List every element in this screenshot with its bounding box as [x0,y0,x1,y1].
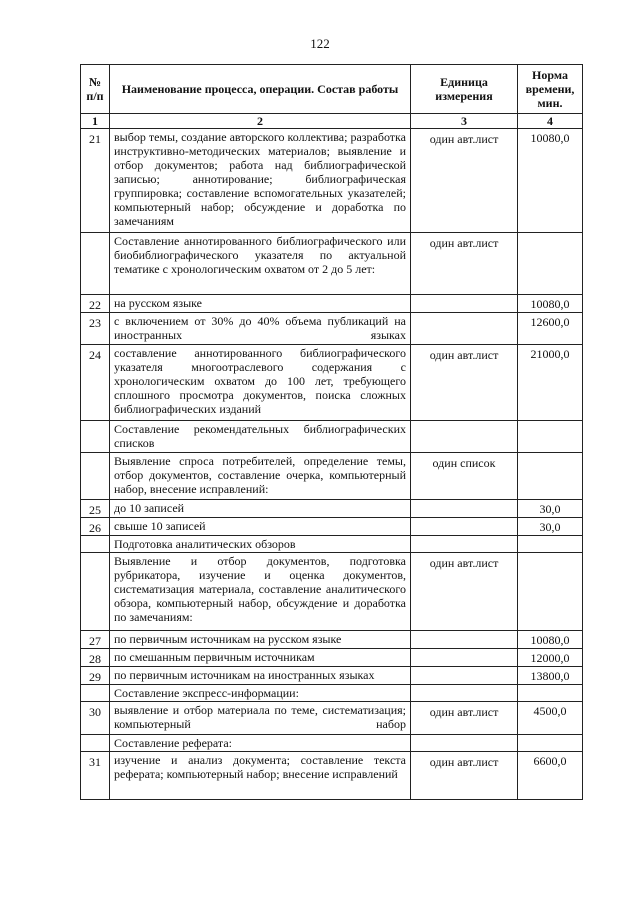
row-unit: один авт.лист [411,752,518,800]
row-number: 27 [81,631,110,649]
table-row [81,752,583,800]
column-number: 1 [81,114,110,129]
row-description: Составление реферата: [110,735,411,752]
header-row [81,65,583,114]
row-description: Подготовка аналитических обзоров [110,536,411,553]
row-description: Выявление спроса потребителей, определение темы, отбор документов, составление очерка, компьютерный набор, внесение исправлений: [110,453,411,500]
row-unit [411,667,518,685]
column-numbers-row [81,114,583,129]
row-norm [518,735,583,752]
row-description: Выявление и отбор документов, подготовка рубрикатора, изучение и оценка документов, систематизация материала, составление аналитического обзора, компьютерный набор, обсуждение и доработка по замечаниям: [110,553,411,631]
row-description: Составление рекомендательных библиографических списков [110,421,411,453]
row-norm: 12000,0 [518,649,583,667]
row-number: 31 [81,752,110,800]
column-number: 3 [411,114,518,129]
table-row [81,233,583,295]
row-number: 28 [81,649,110,667]
row-unit: один авт.лист [411,345,518,421]
row-number: 23 [81,313,110,345]
row-unit [411,313,518,345]
row-description: до 10 записей [110,500,411,518]
row-description: изучение и анализ документа; составление текста реферата; компьютерный набор; внесение исправлений [110,752,411,800]
row-norm [518,453,583,500]
row-norm: 10080,0 [518,631,583,649]
header-unit: Единица измерения [411,65,518,114]
row-number [81,685,110,702]
row-unit [411,685,518,702]
table-row [81,536,583,553]
row-description: составление аннотированного библиографического указателя многоотраслевого содержания с хронологическим охватом до 100 лет, требующего сплошного просмотра документов, поиска сложных библиографических изданий [110,345,411,421]
table-row [81,518,583,536]
column-number: 4 [518,114,583,129]
row-description: свыше 10 записей [110,518,411,536]
row-norm [518,421,583,453]
row-number [81,233,110,295]
row-description: по первичным источникам на русском языке [110,631,411,649]
table-row [81,453,583,500]
table-row [81,702,583,735]
table-row [81,667,583,685]
row-number: 30 [81,702,110,735]
table-row [81,500,583,518]
row-number: 26 [81,518,110,536]
row-norm: 30,0 [518,518,583,536]
row-number [81,421,110,453]
row-number [81,536,110,553]
row-unit [411,536,518,553]
row-unit: один авт.лист [411,129,518,233]
table-row [81,553,583,631]
table-row [81,295,583,313]
row-norm: 4500,0 [518,702,583,735]
norms-table [80,64,583,800]
row-description: по первичным источникам на иностранных языках [110,667,411,685]
row-description: по смешанным первичным источникам [110,649,411,667]
row-unit [411,295,518,313]
row-description: на русском языке [110,295,411,313]
row-norm: 21000,0 [518,345,583,421]
row-norm: 12600,0 [518,313,583,345]
row-norm: 10080,0 [518,295,583,313]
row-unit: один список [411,453,518,500]
row-unit [411,631,518,649]
header-norm: Норма времени, мин. [518,65,583,114]
row-norm: 13800,0 [518,667,583,685]
row-description: Составление экспресс-информации: [110,685,411,702]
table-row [81,631,583,649]
row-description: Составление аннотированного библиографического или биобиблиографического указателя по актуальной тематике с хронологическим охватом от 2 до 5 лет: [110,233,411,295]
column-number: 2 [110,114,411,129]
row-norm: 30,0 [518,500,583,518]
page-number: 122 [310,36,330,51]
header-name: Наименование процесса, операции. Состав работы [110,65,411,114]
row-description: выявление и отбор материала по теме, систематизация; компьютерный набор [110,702,411,735]
row-norm: 6600,0 [518,752,583,800]
table-row [81,685,583,702]
table-row [81,129,583,233]
row-norm [518,233,583,295]
row-number: 29 [81,667,110,685]
row-description: с включением от 30% до 40% объема публикаций на иностранных языках [110,313,411,345]
row-description: выбор темы, создание авторского коллектива; разработка инструктивно-методических материалов; выявление и отбор документов; работа над библиографической записью; аннотирование; библиографическая группировка; составление вспомогательных указателей; компьютерный набор; обсуждение и доработка по замечаниям [110,129,411,233]
row-unit: один авт.лист [411,702,518,735]
row-number: 24 [81,345,110,421]
row-number [81,453,110,500]
row-unit [411,421,518,453]
row-number [81,735,110,752]
row-number [81,553,110,631]
row-unit [411,735,518,752]
row-unit: один авт.лист [411,233,518,295]
row-number: 25 [81,500,110,518]
row-number: 21 [81,129,110,233]
row-number: 22 [81,295,110,313]
row-unit: один авт.лист [411,553,518,631]
table-row [81,735,583,752]
table-row [81,345,583,421]
row-unit [411,500,518,518]
row-norm: 10080,0 [518,129,583,233]
row-norm [518,536,583,553]
table-row [81,649,583,667]
row-norm [518,685,583,702]
row-norm [518,553,583,631]
row-unit [411,518,518,536]
row-unit [411,649,518,667]
table-row [81,421,583,453]
header-num: № п/п [81,65,110,114]
table-row [81,313,583,345]
